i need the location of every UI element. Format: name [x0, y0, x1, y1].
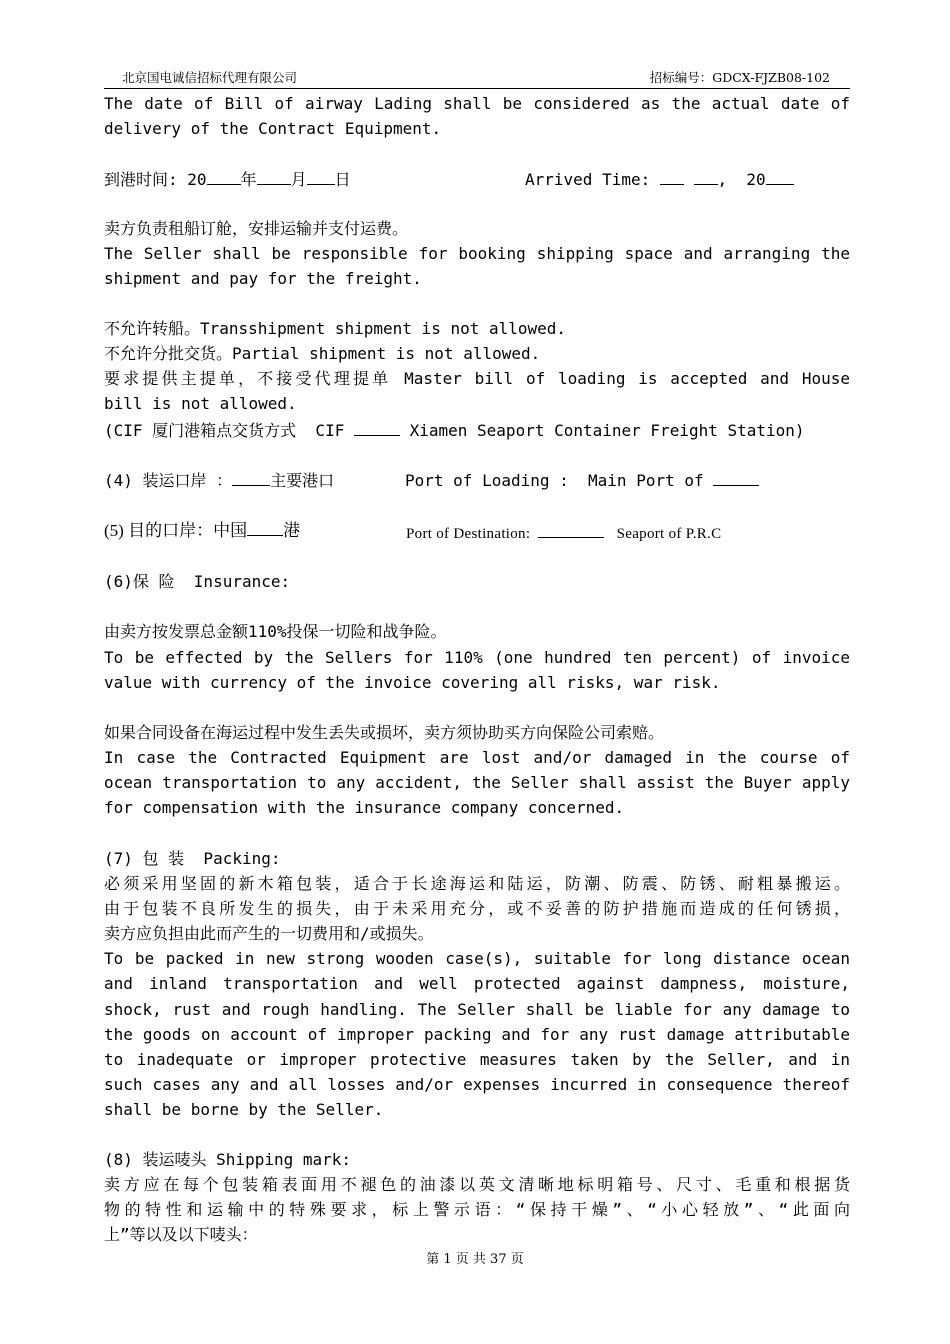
- port-loading-en-prefix: Port of Loading : Main Port of: [405, 471, 714, 490]
- port-dest-en-suffix: Seaport of P.R.C: [616, 526, 722, 542]
- blank-port-dest-en: [538, 522, 604, 538]
- blank-port-loading: [232, 470, 270, 486]
- shipping-cn: 卖方负责租船订舱，安排运输并支付运费。: [104, 219, 409, 238]
- blank-port-loading-en: [713, 470, 759, 486]
- arrival-time-cn: [104, 169, 351, 191]
- cif-terms: [104, 420, 805, 442]
- packing-en-line: and inland transportation and well protected against dampness, moisture,: [104, 974, 850, 993]
- port-dest-en-prefix: Port of Destination:: [406, 526, 535, 542]
- shipping-mark-line: 卖方应在每个包装箱表面用不褪色的油漆以英文清晰地标明箱号、尺寸、毛重和根据货: [104, 1175, 850, 1194]
- packing-en-line: such cases any and all losses and/or expenses incurred in consequence thereof: [104, 1075, 850, 1094]
- insurance-en-line: To be effected by the Sellers for 110% (one hundred ten percent) of invoice: [104, 648, 850, 667]
- blank-month: [257, 169, 291, 185]
- bill-rule-line: 要求提供主提单，不接受代理提单 Master bill of loading is accepted and House: [104, 369, 850, 388]
- port-loading-cn: [104, 470, 334, 492]
- loss-en-line: In case the Contracted Equipment are lost and/or damaged in the course of: [104, 748, 850, 767]
- arrival-time-en: [525, 169, 794, 191]
- loss-en-line: for compensation with the insurance company concerned.: [104, 798, 625, 817]
- bill-rule-line: bill is not allowed.: [104, 394, 297, 413]
- blank-port-dest: [247, 520, 283, 536]
- cif-suffix: Xiamen Seaport Container Freight Station): [399, 421, 805, 440]
- header-company: 北京国电诚信招标代理有限公司: [122, 70, 298, 85]
- packing-title: (7) 包 装 Packing:: [104, 849, 281, 868]
- port-dest-cn-suffix: 港: [283, 521, 301, 540]
- header-bid-number: 招标编号：GDCX-FJZB08-102: [649, 70, 830, 85]
- blank-cif: [354, 420, 400, 436]
- arrival-en-prefix: Arrived Time:: [525, 170, 660, 189]
- packing-en-line: shock, rust and rough handling. The Seller shall be liable for any damage to: [104, 1000, 850, 1019]
- packing-en-line: the goods on account of improper packing and for any rust damage attributable: [104, 1025, 850, 1044]
- arrival-cn-prefix: 到港时间: 20: [104, 170, 207, 189]
- partial-shipment-rule: 不允许分批交货。Partial shipment is not allowed.: [104, 344, 541, 363]
- port-loading-cn-suffix: 主要港口: [270, 471, 335, 490]
- shipping-en-line: The Seller shall be responsible for booking shipping space and arranging the: [104, 244, 850, 263]
- insurance-en-line: value with currency of the invoice covering all risks, war risk.: [104, 673, 721, 692]
- port-destination-cn: [104, 520, 300, 542]
- blank-month-en: [660, 169, 684, 185]
- packing-cn-line: 必须采用坚固的新木箱包装，适合于长途海运和陆运，防潮、防震、防锈、耐粗暴搬运。: [104, 874, 850, 893]
- transshipment-rule: 不允许转船。Transshipment shipment is not allowed.: [104, 319, 567, 338]
- loss-en-line: ocean transportation to any accident, the Seller shall assist the Buyer apply: [104, 773, 850, 792]
- blank-day: [307, 169, 335, 185]
- page-header: [104, 66, 850, 89]
- arrival-en-sep: , 20: [717, 170, 766, 189]
- cif-prefix: (CIF 厦门港箱点交货方式 CIF: [104, 421, 354, 440]
- insurance-cn: 由卖方按发票总金额110%投保一切险和战争险。: [104, 622, 447, 641]
- arrival-cn-day: 日: [334, 170, 351, 189]
- packing-en-line: shall be borne by the Seller.: [104, 1100, 384, 1119]
- port-loading-cn-prefix: (4) 装运口岸 ：: [104, 471, 233, 490]
- shipping-mark-line: 物的特性和运输中的特殊要求，标上警示语：“保持干燥”、“小心轻放”、“此面向: [104, 1200, 850, 1219]
- port-loading-en: [405, 470, 759, 492]
- insurance-title: (6)保 险 Insurance:: [104, 572, 291, 591]
- arrival-cn-month: 月: [290, 170, 307, 189]
- packing-en-line: To be packed in new strong wooden case(s), suitable for long distance ocean: [104, 949, 850, 968]
- packing-cn-line: 由于包装不良所发生的损失，由于未采用充分，或不妥善的防护措施而造成的任何锈损，: [104, 899, 850, 918]
- shipping-en-line: shipment and pay for the freight.: [104, 269, 422, 288]
- port-dest-cn-prefix: (5) 目的口岸：中国: [104, 521, 248, 540]
- page-number: 第 1 页 共 37 页: [426, 1252, 524, 1267]
- blank-year: [207, 169, 241, 185]
- port-destination-en: [406, 522, 721, 544]
- delivery-en-line: The date of Bill of airway Lading shall be considered as the actual date of: [104, 94, 850, 113]
- blank-year-en: [766, 169, 794, 185]
- delivery-en-line: delivery of the Contract Equipment.: [104, 119, 442, 138]
- packing-cn-line: 卖方应负担由此而产生的一切费用和/或损失。: [104, 924, 434, 943]
- shipping-mark-line: 上”等以及以下唛头：: [104, 1225, 258, 1244]
- shipping-mark-title: (8) 装运唛头 Shipping mark:: [104, 1150, 352, 1169]
- blank-day-en: [694, 169, 718, 185]
- loss-cn: 如果合同设备在海运过程中发生丢失或损坏，卖方须协助买方向保险公司索赔。: [104, 723, 665, 742]
- arrival-cn-year: 年: [240, 170, 257, 189]
- packing-en-line: to inadequate or improper protective measures taken by the Seller, and in: [104, 1050, 850, 1069]
